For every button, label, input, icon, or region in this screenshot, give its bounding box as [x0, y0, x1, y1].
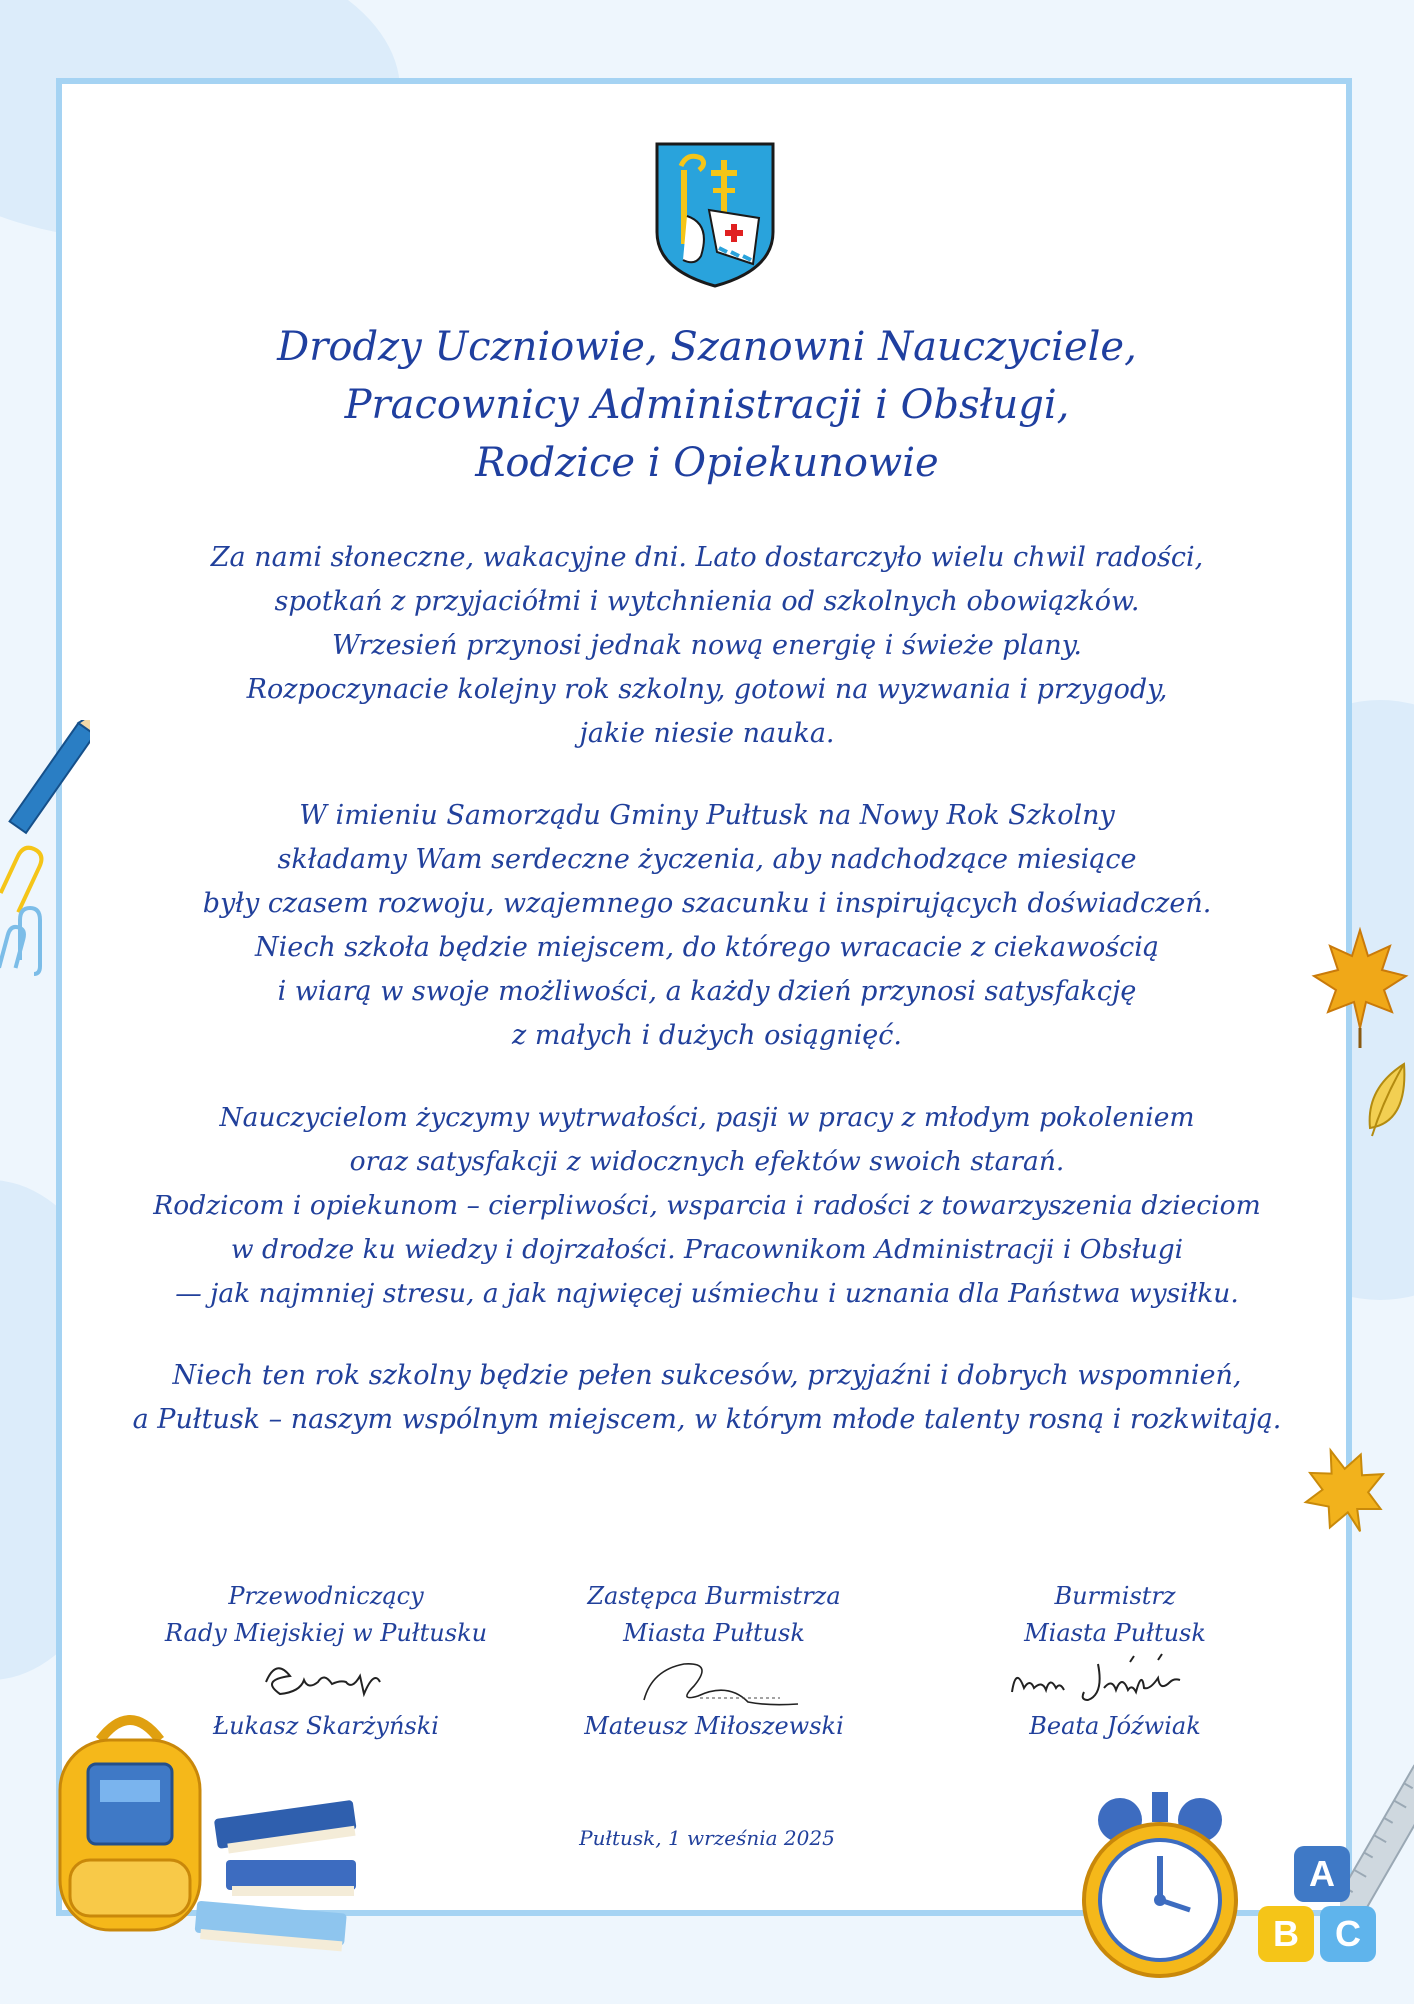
signature-title: Przewodniczący	[228, 1582, 424, 1610]
text-line: Rozpoczynacie kolejny rok szkolny, gotowi na wyzwania i przygody,	[246, 674, 1168, 705]
paragraph-closing	[80, 1354, 1334, 1442]
text-line: Niech ten rok szkolny będzie pełen sukcesów, przyjaźni i dobrych wspomnień,	[172, 1360, 1242, 1391]
signature-title: Miasta Pułtusk	[623, 1619, 805, 1647]
text-line: składamy Wam serdeczne życzenia, aby nadchodzące miesiące	[277, 844, 1137, 875]
signature-title: Burmistrz	[1054, 1582, 1176, 1610]
text-line: Wrzesień przynosi jednak nową energię i świeże plany.	[332, 630, 1082, 661]
handwritten-signature	[935, 1652, 1295, 1708]
heading-line: Pracownicy Administracji i Obsługi,	[344, 382, 1070, 428]
abc-block-a: A	[1294, 1846, 1350, 1902]
signature-block-mayor	[935, 1578, 1295, 1745]
text-line: Rodzicom i opiekunom – cierpliwości, wsparcia i radości z towarzyszenia dzieciom	[153, 1190, 1261, 1221]
text-line: oraz satysfakcji z widocznych efektów swoich starań.	[349, 1146, 1065, 1177]
handwritten-signature	[534, 1652, 894, 1708]
signature-title: Zastępca Burmistrza	[587, 1582, 841, 1610]
place-and-date: Pułtusk, 1 września 2025	[579, 1826, 835, 1850]
text-line: z małych i dużych osiągnięć.	[512, 1020, 902, 1051]
heading-line: Rodzice i Opiekunowie	[475, 440, 939, 486]
text-line: W imieniu Samorządu Gminy Pułtusk na Nowy Rok Szkolny	[299, 800, 1115, 831]
signature-name: Beata Jóźwiak	[1029, 1712, 1201, 1740]
maple-leaf-icon	[1300, 1440, 1390, 1544]
text-line: Niech szkoła będzie miejscem, do którego wracacie z ciekawością	[254, 932, 1160, 963]
coat-of-arms-pultusk-icon	[653, 140, 777, 290]
signature-title: Miasta Pułtusk	[1024, 1619, 1206, 1647]
alarm-clock-icon	[1070, 1770, 1250, 2004]
maple-leaf-icon	[1310, 920, 1410, 1054]
text-line: spotkań z przyjaciółmi i wytchnienia od szkolnych obowiązków.	[274, 586, 1140, 617]
abc-block-c: C	[1320, 1906, 1376, 1962]
paperclip-icon	[0, 840, 60, 984]
paragraph-summer	[80, 536, 1334, 756]
birch-leaf-icon	[1364, 1058, 1414, 1152]
text-line: Nauczycielom życzymy wytrwałości, pasji w pracy z młodym pokoleniem	[219, 1102, 1195, 1133]
abc-block-b: B	[1258, 1906, 1314, 1962]
text-line: Za nami słoneczne, wakacyjne dni. Lato dostarczyło wielu chwil radości,	[210, 542, 1204, 573]
text-line: i wiarą w swoje możliwości, a każdy dzień przynosi satysfakcję	[277, 976, 1137, 1007]
signature-name: Mateusz Miłoszewski	[584, 1712, 844, 1740]
signature-name: Łukasz Skarżyński	[213, 1712, 439, 1740]
paragraph-teachers-parents	[80, 1096, 1334, 1316]
signature-block-deputy-mayor	[534, 1578, 894, 1745]
text-line: w drodze ku wiedzy i dojrzałości. Pracownikom Administracji i Obsługi	[230, 1234, 1184, 1265]
text-line: a Pułtusk – naszym wspólnym miejscem, w którym młode talenty rosną i rozkwitają.	[132, 1404, 1282, 1435]
text-line: — jak najmniej stresu, a jak najwięcej uśmiechu i uznania dla Państwa wysiłku.	[175, 1278, 1239, 1309]
paragraph-wishes	[80, 794, 1334, 1058]
text-line: jakie niesie nauka.	[579, 718, 835, 749]
books-icon	[186, 1800, 376, 1964]
heading-line: Drodzy Uczniowie, Szanowni Nauczyciele,	[277, 324, 1137, 370]
text-line: były czasem rozwoju, wzajemnego szacunku i inspirujących doświadczeń.	[202, 888, 1212, 919]
signature-title: Rady Miejskiej w Pułtusku	[164, 1619, 488, 1647]
letter-heading	[106, 318, 1308, 492]
